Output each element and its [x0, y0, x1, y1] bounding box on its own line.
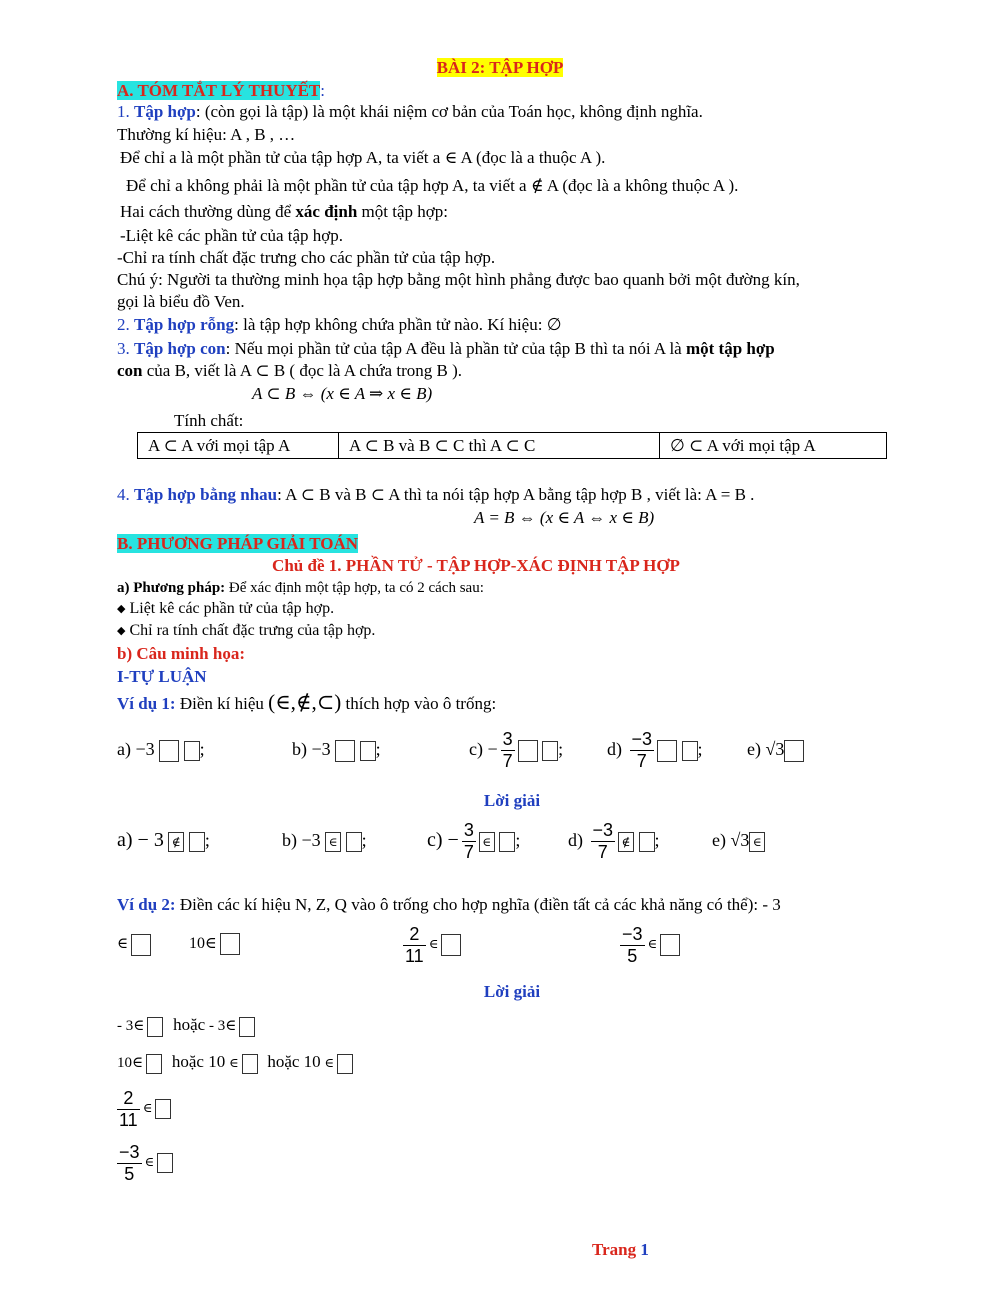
answer-box: ∈: [325, 832, 341, 852]
fraction: $\frac{-3}{5}$: [119, 1141, 140, 1184]
bullet-item-2: ◆ Chỉ ra tính chất đặc trưng của tập hợp.: [117, 622, 376, 639]
fraction: $\frac{-3}{7}$: [592, 820, 614, 863]
fraction: $\frac{-3}{5}$: [622, 923, 643, 966]
answer-box[interactable]: [518, 740, 538, 762]
example-1-solution: [117, 820, 987, 863]
blank-box: [499, 832, 515, 852]
answer-box: [147, 1017, 163, 1037]
property-cell: A ⊂ A với mọi tập A: [138, 433, 339, 459]
example-1-prompt: Ví dụ 1: Điền kí hiệu (∈,∉,⊂) thích hợp vào ô trống:: [117, 690, 497, 714]
ex2-sol-row-3: $\frac{2}{11}$ ∈: [117, 1084, 171, 1132]
ex2-item-1: ∈: [117, 920, 151, 968]
answer-box: ∉: [168, 832, 184, 852]
answer-box[interactable]: [784, 740, 804, 762]
ex1-sol-a: a) − 3 ∉ ;: [117, 829, 210, 851]
blank-box: [682, 741, 698, 761]
answer-box[interactable]: [131, 934, 151, 956]
ex2-sol-row-2: 10∈ hoặc 10 ∈ hoặc 10 ∈: [117, 1047, 353, 1078]
ex1-item-c: c) − $\frac{3}{7}$ ;: [469, 729, 564, 772]
blank-box: [346, 832, 362, 852]
answer-box: [157, 1153, 173, 1173]
ex2-sol-row-1: - 3∈ hoặc - 3∈: [117, 1010, 255, 1041]
equal-formula: A = B ⇔ (x ∈ A ⇔ x ∈ B): [474, 508, 655, 527]
answer-box[interactable]: [657, 740, 677, 762]
ex1-item-e: e) √3: [747, 729, 818, 769]
notation-line: Thường kí hiệu: A , B , …: [117, 125, 296, 144]
example-2-prompt: Ví dụ 2: Điền các kí hiệu N, Z, Q vào ô trống cho hợp nghĩa (điền tất cả các khả năng có thể): - 3: [117, 895, 781, 914]
diamond-bullet-icon: ◆: [117, 603, 126, 616]
page-footer: Trang 1: [592, 1240, 649, 1259]
properties-table: [137, 432, 887, 459]
subset-formula: A ⊂ B ⇔ (x ∈ A ⇒ x ∈ B): [252, 384, 433, 403]
example-2-items: [117, 920, 987, 968]
element-line: Để chỉ a là một phần tử của tập hợp A, ta viết a ∈ A (đọc là a thuộc A ).: [120, 148, 606, 167]
answer-box[interactable]: [441, 934, 461, 956]
two-ways-line: Hai cách thường dùng để xác định một tập hợp:: [120, 202, 448, 221]
ex1-sol-d: d) $\frac{-3}{7}$ ∉ ;: [568, 820, 660, 863]
fraction: $\frac{2}{11}$: [119, 1087, 138, 1130]
property-cell: ∅ ⊂ A với mọi tập A: [660, 433, 887, 459]
part-1-heading: I-TỰ LUẬN: [117, 667, 207, 686]
ex1-item-d: d) $\frac{-3}{7}$ ;: [607, 729, 703, 772]
property-cell: A ⊂ B và B ⊂ C thì A ⊂ C: [339, 433, 660, 459]
answer-box[interactable]: [335, 740, 355, 762]
definition-3-cont: con của B, viết là A ⊂ B ( đọc là A chứa trong B ).: [117, 361, 462, 380]
blank-box: [639, 832, 655, 852]
table-row: [138, 433, 887, 459]
answer-box[interactable]: [220, 933, 240, 955]
ex2-item-2: 10∈: [189, 920, 240, 968]
fraction: $\frac{3}{7}$: [502, 729, 513, 772]
answer-box: [337, 1054, 353, 1074]
ex1-item-b: b) −3 ;: [292, 729, 381, 769]
solution-label-2: Lời giải: [483, 982, 541, 1001]
ex2-item-3: $\frac{2}{11}$ ∈: [400, 920, 461, 968]
ex1-sol-c: c) − $\frac{3}{7}$ ∈ ;: [427, 820, 521, 863]
example-1-items: [117, 729, 987, 772]
ex2-item-4: $\frac{-3}{5}$ ∈: [617, 920, 680, 968]
definition-3: 3. Tập hợp con: Nếu mọi phần tử của tập A đều là phần tử của tập B thì ta nói A là một tập hợp: [117, 339, 775, 358]
answer-box[interactable]: [159, 740, 179, 762]
non-element-line: Để chỉ a không phải là một phần tử của tập hợp A, ta viết a ∉ A (đọc là a không thuộc A ).: [126, 176, 739, 195]
topic-1-heading: Chủ đề 1. PHẦN TỬ - TẬP HỢP-XÁC ĐỊNH TẬP HỢP: [272, 556, 680, 575]
answer-box: [155, 1099, 171, 1119]
ex1-sol-b: b) −3 ∈ ;: [282, 830, 367, 850]
answer-box: [146, 1054, 162, 1074]
ex1-sol-e: e) √3 ∈: [712, 820, 779, 860]
answer-box: [242, 1054, 258, 1074]
fraction: $\frac{-3}{7}$: [631, 729, 653, 772]
fraction: $\frac{2}{11}$: [405, 923, 424, 966]
blank-box: [765, 833, 779, 851]
answer-box: ∉: [618, 832, 634, 852]
section-b-heading: B. PHƯƠNG PHÁP GIẢI TOÁN: [117, 534, 359, 553]
bullet-item-1: ◆ Liệt kê các phần tử của tập hợp.: [117, 600, 335, 617]
section-a-heading: A. TÓM TẮT LÝ THUYẾT:: [117, 81, 326, 100]
blank-box: [542, 741, 558, 761]
answer-box: [239, 1017, 255, 1037]
note-line-2: gọi là biểu đồ Ven.: [117, 292, 245, 311]
answer-box[interactable]: [660, 934, 680, 956]
definition-2: 2. Tập hợp rỗng: là tập hợp không chứa phần tử nào. Kí hiệu: ∅: [117, 315, 562, 334]
method-line: a) Phương pháp: Để xác định một tập hợp, ta có 2 cách sau:: [117, 580, 484, 596]
blank-box: [804, 742, 818, 760]
fraction: $\frac{3}{7}$: [463, 820, 474, 863]
diamond-bullet-icon: ◆: [117, 625, 126, 638]
page-title: BÀI 2: TẬP HỢP: [436, 58, 564, 77]
blank-box: [189, 832, 205, 852]
answer-box: ∈: [479, 832, 495, 852]
note-line-1: Chú ý: Người ta thường minh họa tập hợp bằng một hình phẳng được bao quanh bởi một đường kín,: [117, 270, 800, 289]
blank-box: [360, 741, 376, 761]
solution-label-1: Lời giải: [483, 791, 541, 810]
ex2-sol-row-4: $\frac{-3}{5}$ ∈: [117, 1138, 173, 1186]
blank-box: [184, 741, 200, 761]
properties-label: Tính chất:: [174, 411, 244, 430]
answer-box: ∈: [749, 832, 765, 852]
definition-1: 1. Tập hợp: (còn gọi là tập) là một khái niệm cơ bản của Toán học, không định nghĩa.: [117, 102, 703, 121]
way-1: -Liệt kê các phần tử của tập hợp.: [120, 226, 344, 245]
examples-label: b) Câu minh họa:: [117, 644, 246, 663]
ex1-item-a: a) −3 ;: [117, 729, 205, 769]
definition-4: 4. Tập hợp bằng nhau: A ⊂ B và B ⊂ A thì ta nói tập hợp A bằng tập hợp B , viết là: A = B .: [117, 485, 755, 504]
way-2: -Chỉ ra tính chất đặc trưng cho các phần tử của tập hợp.: [117, 248, 496, 267]
